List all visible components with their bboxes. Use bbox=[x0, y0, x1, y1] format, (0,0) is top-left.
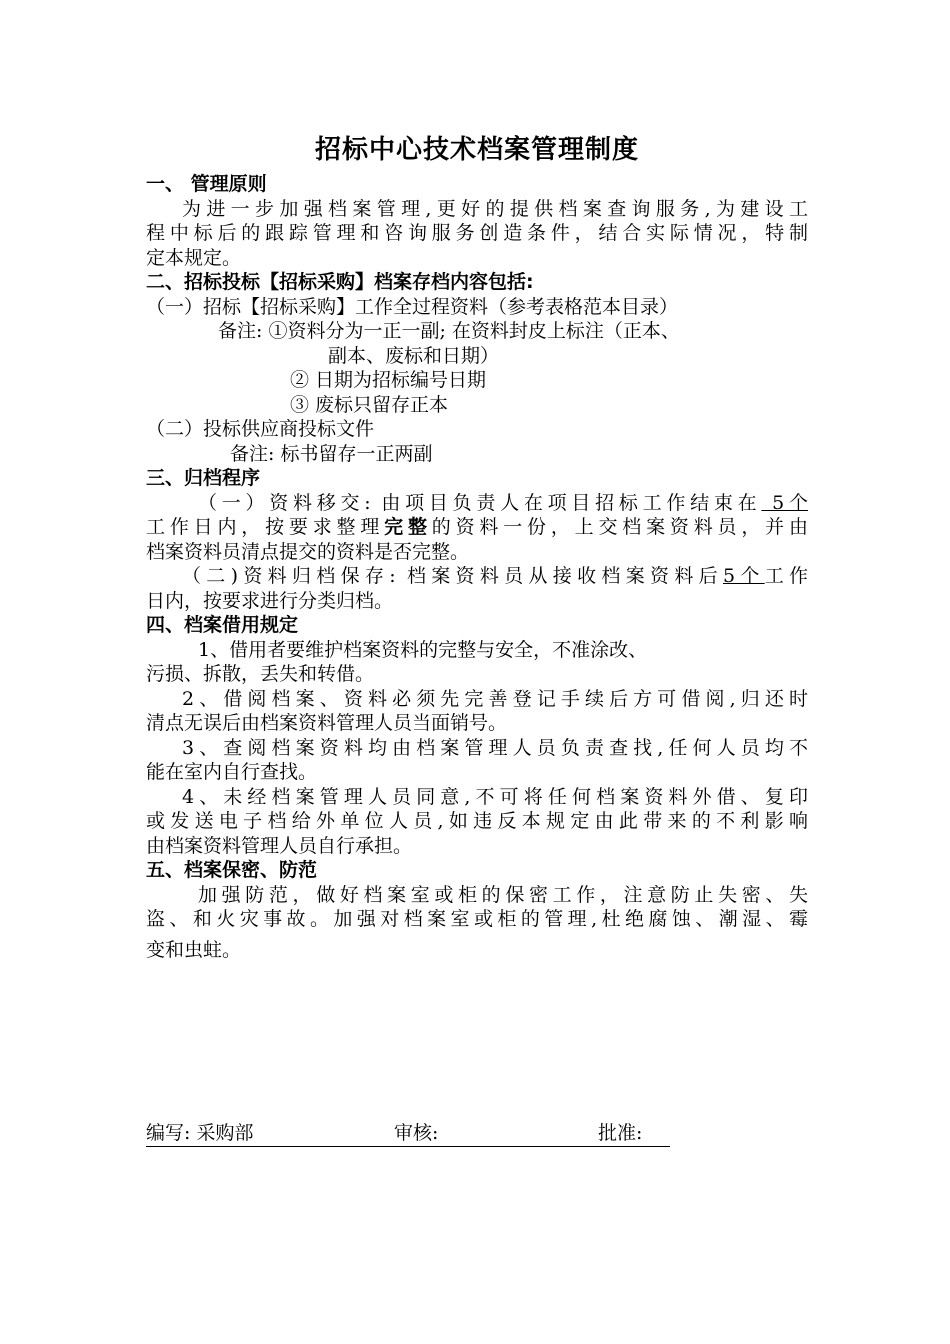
rule-3-line: 3、查阅档案资料均由档案管理人员负责查找,任何人员均不 bbox=[182, 736, 808, 759]
section-1-text-line: 定本规定。 bbox=[146, 246, 242, 269]
section-2-note-line: 副本、废标和日期） bbox=[328, 344, 500, 367]
rule-4-line: 或发送电子档给外单位人员,如违反本规定由此带来的不利影响 bbox=[146, 810, 808, 832]
document-body bbox=[146, 130, 808, 962]
section-3-text-line: 档案资料员清点提交的资料是否完整。 bbox=[146, 540, 470, 563]
underlined-days: 5个 bbox=[722, 565, 765, 587]
section-2-item-2: （二）投标供应商投标文件 bbox=[146, 418, 375, 440]
approver-field: 批准: bbox=[598, 1122, 643, 1144]
rule-4-line: 4、未经档案管理人员同意,不可将任何档案资料外借、复印 bbox=[182, 785, 808, 808]
rule-2-line: 清点无误后由档案资料管理人员当面销号。 bbox=[146, 712, 508, 734]
section-1-text-line: 程中标后的跟踪管理和咨询服务创造条件，结合实际情况，特制 bbox=[146, 222, 808, 244]
section-2-heading: 二、招标投标【招标采购】档案存档内容包括: bbox=[146, 271, 534, 293]
reviewer-field: 审核: bbox=[394, 1122, 439, 1144]
section-3-text-line: 日内，按要求进行分类归档。 bbox=[146, 589, 394, 612]
text-run: 工作 bbox=[764, 565, 808, 587]
emphasis-text: 完整 bbox=[384, 516, 432, 538]
section-3-text-line bbox=[146, 491, 808, 516]
section-2-note-line: 备注: 标书留存一正两副 bbox=[230, 442, 433, 465]
document-title: 招标中心技术档案管理制度 bbox=[314, 135, 639, 165]
section-1-heading: 一、 管理原则 bbox=[146, 173, 267, 195]
rule-1-line: 1、借用者要维护档案资料的完整与安全，不准涂改、 bbox=[198, 638, 648, 661]
text-run: 工作日内，按要求整理 bbox=[146, 516, 385, 538]
text-run: 的资料一份，上交档案资料员，并由 bbox=[431, 516, 808, 538]
rule-4-line: 由档案资料管理人员自行承担。 bbox=[146, 834, 413, 857]
section-2-note-line: ② 日期为招标编号日期 bbox=[290, 369, 487, 391]
author-field: 编写: 采购部 bbox=[146, 1122, 254, 1144]
section-5-text-line: 变和虫蛀。 bbox=[146, 938, 242, 961]
signature-line bbox=[146, 1120, 670, 1147]
section-2-item-1: （一）招标【招标采购】工作全过程资料（参考表格范本目录） bbox=[146, 295, 679, 318]
section-5-text-line: 加强防范，做好档案室或柜的保密工作，注意防止失密、失 bbox=[198, 883, 808, 906]
section-3-text-line bbox=[146, 564, 808, 589]
rule-3-line: 能在室内自行查找。 bbox=[146, 761, 318, 783]
rule-1-line: 污损、拆散，丢失和转借。 bbox=[146, 663, 375, 685]
section-2-note-line: ③ 废标只留存正本 bbox=[290, 393, 449, 416]
section-1-text-line: 为进一步加强档案管理,更好的提供档案查询服务,为建设工 bbox=[182, 197, 808, 220]
section-5-text-line: 盗、和火灾事故。加强对档案室或柜的管理,杜绝腐蚀、潮湿、霉 bbox=[146, 908, 808, 930]
rule-2-line: 2、借阅档案、资料必须先完善登记手续后方可借阅,归还时 bbox=[182, 687, 808, 710]
text-run: （二)资料归档保存: 档案资料员从接收档案资料后 bbox=[182, 565, 723, 587]
section-4-heading: 四、档案借用规定 bbox=[146, 614, 299, 636]
section-2-note-line: 备注: ①资料分为一正一副; 在资料封皮上标注（正本、 bbox=[218, 320, 680, 342]
section-3-text-line bbox=[146, 515, 808, 540]
section-5-heading: 五、档案保密、防范 bbox=[146, 859, 318, 881]
underlined-days: 5个 bbox=[761, 491, 808, 514]
text-run: （一）资料移交: 由项目负责人在项目招标工作结束在 bbox=[198, 491, 762, 514]
section-3-heading: 三、归档程序 bbox=[146, 467, 261, 489]
